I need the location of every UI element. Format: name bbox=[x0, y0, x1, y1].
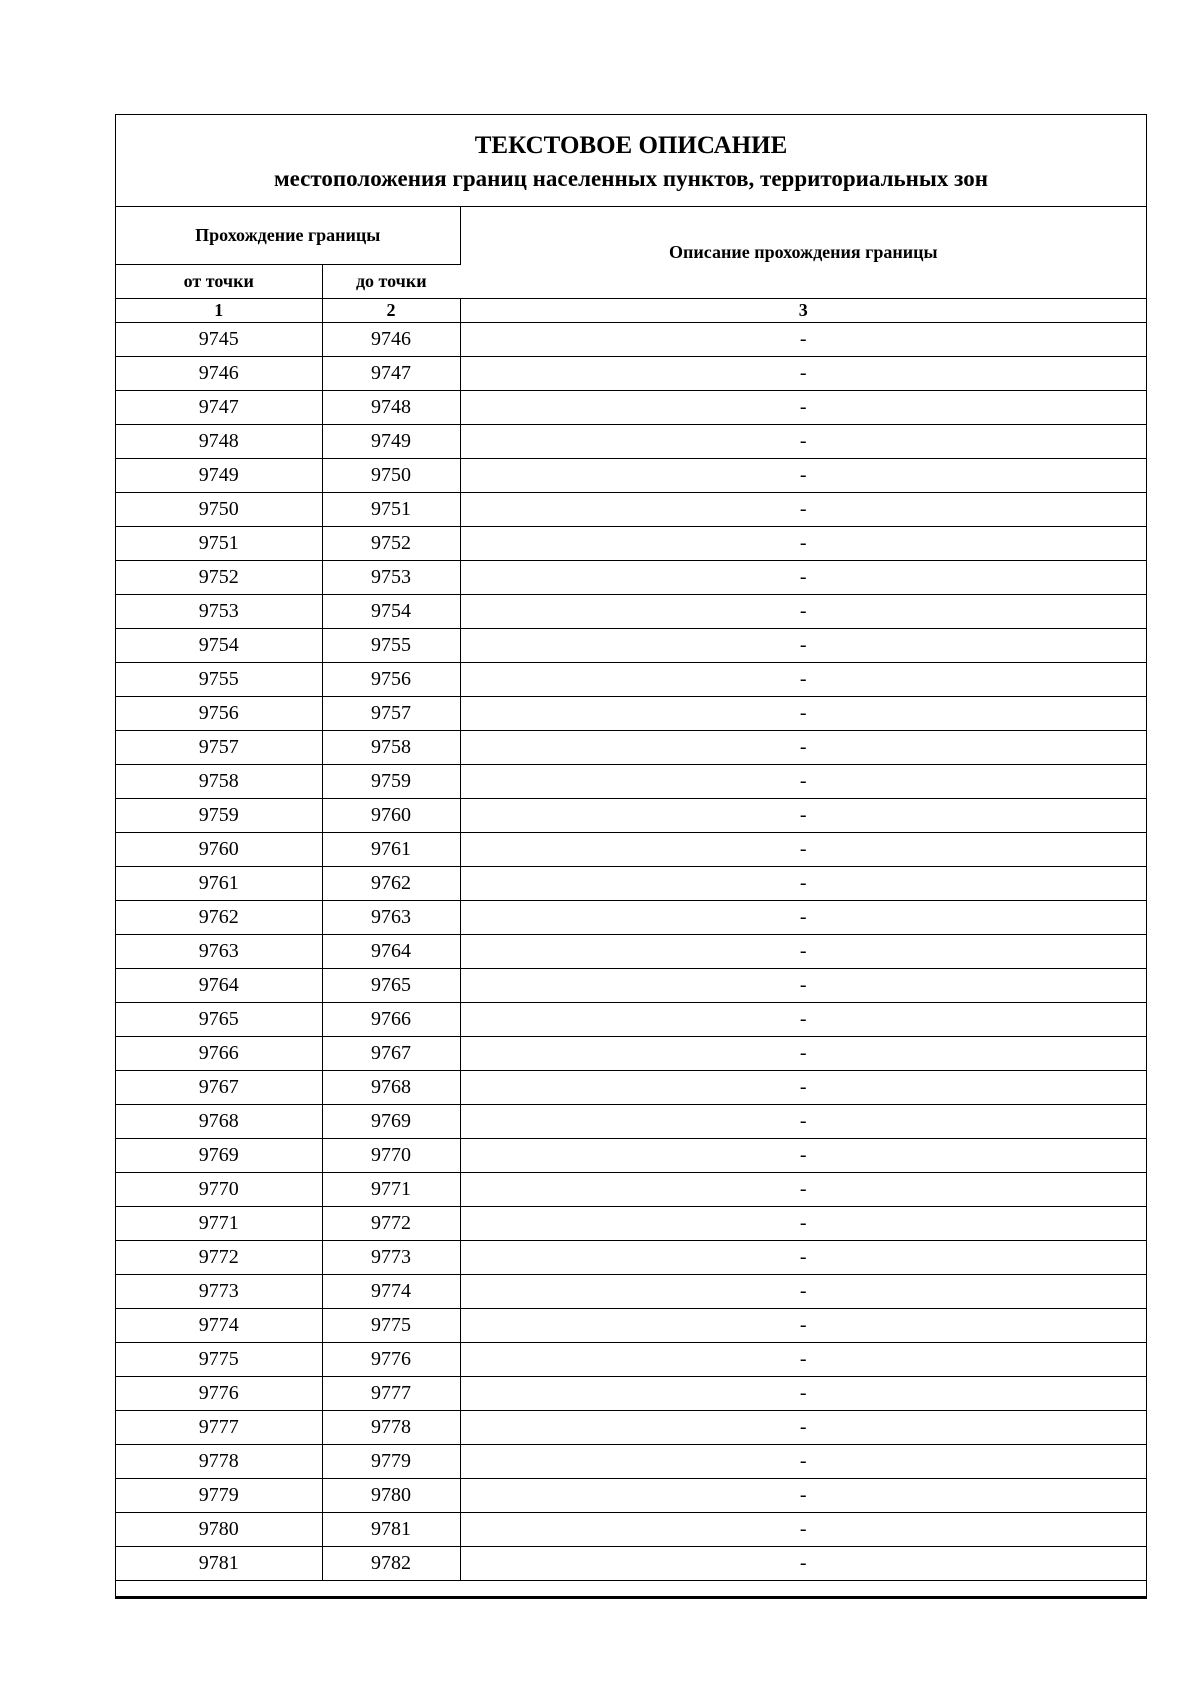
to-point-cell: 9762 bbox=[322, 867, 460, 901]
description-cell: - bbox=[460, 561, 1146, 595]
from-point-cell: 9745 bbox=[116, 323, 322, 357]
description-cell: - bbox=[460, 833, 1146, 867]
description-cell: - bbox=[460, 765, 1146, 799]
from-point-cell: 9753 bbox=[116, 595, 322, 629]
description-cell: - bbox=[460, 799, 1146, 833]
description-cell: - bbox=[460, 391, 1146, 425]
description-cell: - bbox=[460, 663, 1146, 697]
to-point-cell: 9763 bbox=[322, 901, 460, 935]
description-cell: - bbox=[460, 323, 1146, 357]
description-cell: - bbox=[460, 935, 1146, 969]
from-point-cell: 9775 bbox=[116, 1343, 322, 1377]
description-cell: - bbox=[460, 357, 1146, 391]
to-point-cell: 9764 bbox=[322, 935, 460, 969]
from-point-cell: 9758 bbox=[116, 765, 322, 799]
document-title: ТЕКСТОВОЕ ОПИСАНИЕ bbox=[474, 132, 788, 159]
table-row bbox=[116, 1377, 1146, 1411]
table-row bbox=[116, 357, 1146, 391]
table-row bbox=[116, 867, 1146, 901]
to-point-cell: 9748 bbox=[322, 391, 460, 425]
table-row bbox=[116, 1547, 1146, 1581]
from-point-cell: 9759 bbox=[116, 799, 322, 833]
to-point-cell: 9781 bbox=[322, 1513, 460, 1547]
table-row bbox=[116, 765, 1146, 799]
to-point-cell: 9746 bbox=[322, 323, 460, 357]
from-point-cell: 9776 bbox=[116, 1377, 322, 1411]
table-row bbox=[116, 527, 1146, 561]
to-point-cell: 9776 bbox=[322, 1343, 460, 1377]
table-row bbox=[116, 561, 1146, 595]
to-point-cell: 9774 bbox=[322, 1275, 460, 1309]
description-cell: - bbox=[460, 1139, 1146, 1173]
header-boundary-passage: Прохождение границы bbox=[116, 207, 460, 265]
description-cell: - bbox=[460, 1003, 1146, 1037]
table-row bbox=[116, 425, 1146, 459]
description-cell: - bbox=[460, 1445, 1146, 1479]
table-row bbox=[116, 1105, 1146, 1139]
to-point-cell: 9771 bbox=[322, 1173, 460, 1207]
to-point-cell: 9766 bbox=[322, 1003, 460, 1037]
description-cell: - bbox=[460, 901, 1146, 935]
to-point-cell: 9780 bbox=[322, 1479, 460, 1513]
table-row bbox=[116, 799, 1146, 833]
column-number-1: 1 bbox=[116, 299, 322, 323]
header-to-point: до точки bbox=[322, 265, 460, 299]
to-point-cell: 9750 bbox=[322, 459, 460, 493]
from-point-cell: 9754 bbox=[116, 629, 322, 663]
from-point-cell: 9748 bbox=[116, 425, 322, 459]
description-cell: - bbox=[460, 1343, 1146, 1377]
to-point-cell: 9756 bbox=[322, 663, 460, 697]
description-cell: - bbox=[460, 1037, 1146, 1071]
from-point-cell: 9771 bbox=[116, 1207, 322, 1241]
column-number-2: 2 bbox=[322, 299, 460, 323]
description-cell: - bbox=[460, 595, 1146, 629]
from-point-cell: 9768 bbox=[116, 1105, 322, 1139]
to-point-cell: 9778 bbox=[322, 1411, 460, 1445]
header-row-group bbox=[116, 207, 1146, 265]
description-cell: - bbox=[460, 1309, 1146, 1343]
table-row bbox=[116, 1173, 1146, 1207]
table-row bbox=[116, 1207, 1146, 1241]
header-row-numbers bbox=[116, 299, 1146, 323]
from-point-cell: 9779 bbox=[116, 1479, 322, 1513]
description-cell: - bbox=[460, 697, 1146, 731]
table-row bbox=[116, 935, 1146, 969]
description-cell: - bbox=[460, 969, 1146, 1003]
document-frame bbox=[115, 114, 1147, 1599]
from-point-cell: 9760 bbox=[116, 833, 322, 867]
description-cell: - bbox=[460, 459, 1146, 493]
from-point-cell: 9780 bbox=[116, 1513, 322, 1547]
from-point-cell: 9750 bbox=[116, 493, 322, 527]
description-cell: - bbox=[460, 1241, 1146, 1275]
to-point-cell: 9772 bbox=[322, 1207, 460, 1241]
from-point-cell: 9769 bbox=[116, 1139, 322, 1173]
description-cell: - bbox=[460, 1547, 1146, 1581]
column-number-3: 3 bbox=[460, 299, 1146, 323]
from-point-cell: 9749 bbox=[116, 459, 322, 493]
description-cell: - bbox=[460, 731, 1146, 765]
table-row bbox=[116, 1003, 1146, 1037]
from-point-cell: 9770 bbox=[116, 1173, 322, 1207]
table-row bbox=[116, 731, 1146, 765]
table-row bbox=[116, 1037, 1146, 1071]
to-point-cell: 9782 bbox=[322, 1547, 460, 1581]
header-from-point: от точки bbox=[116, 265, 322, 299]
document-title-block bbox=[116, 115, 1146, 207]
from-point-cell: 9767 bbox=[116, 1071, 322, 1105]
to-point-cell: 9751 bbox=[322, 493, 460, 527]
from-point-cell: 9755 bbox=[116, 663, 322, 697]
to-point-cell: 9769 bbox=[322, 1105, 460, 1139]
to-point-cell: 9747 bbox=[322, 357, 460, 391]
from-point-cell: 9781 bbox=[116, 1547, 322, 1581]
description-cell: - bbox=[460, 1207, 1146, 1241]
table-row bbox=[116, 595, 1146, 629]
to-point-cell: 9760 bbox=[322, 799, 460, 833]
from-point-cell: 9766 bbox=[116, 1037, 322, 1071]
to-point-cell: 9759 bbox=[322, 765, 460, 799]
table-row bbox=[116, 697, 1146, 731]
description-cell: - bbox=[460, 527, 1146, 561]
description-cell: - bbox=[460, 867, 1146, 901]
from-point-cell: 9752 bbox=[116, 561, 322, 595]
from-point-cell: 9747 bbox=[116, 391, 322, 425]
table-row bbox=[116, 1513, 1146, 1547]
from-point-cell: 9764 bbox=[116, 969, 322, 1003]
from-point-cell: 9746 bbox=[116, 357, 322, 391]
table-row bbox=[116, 1241, 1146, 1275]
table-row bbox=[116, 459, 1146, 493]
description-cell: - bbox=[460, 1105, 1146, 1139]
table-row bbox=[116, 1071, 1146, 1105]
table-row bbox=[116, 1445, 1146, 1479]
to-point-cell: 9761 bbox=[322, 833, 460, 867]
table-row bbox=[116, 1275, 1146, 1309]
table-row bbox=[116, 391, 1146, 425]
from-point-cell: 9762 bbox=[116, 901, 322, 935]
table-row bbox=[116, 1479, 1146, 1513]
from-point-cell: 9774 bbox=[116, 1309, 322, 1343]
table-row bbox=[116, 663, 1146, 697]
from-point-cell: 9761 bbox=[116, 867, 322, 901]
table-row bbox=[116, 1343, 1146, 1377]
table-row bbox=[116, 1411, 1146, 1445]
table-row bbox=[116, 629, 1146, 663]
to-point-cell: 9768 bbox=[322, 1071, 460, 1105]
to-point-cell: 9765 bbox=[322, 969, 460, 1003]
to-point-cell: 9753 bbox=[322, 561, 460, 595]
description-cell: - bbox=[460, 493, 1146, 527]
description-cell: - bbox=[460, 1513, 1146, 1547]
from-point-cell: 9773 bbox=[116, 1275, 322, 1309]
document-subtitle: местоположения границ населенных пунктов, территориальных зон bbox=[274, 166, 988, 191]
to-point-cell: 9752 bbox=[322, 527, 460, 561]
from-point-cell: 9756 bbox=[116, 697, 322, 731]
to-point-cell: 9770 bbox=[322, 1139, 460, 1173]
from-point-cell: 9778 bbox=[116, 1445, 322, 1479]
from-point-cell: 9763 bbox=[116, 935, 322, 969]
from-point-cell: 9777 bbox=[116, 1411, 322, 1445]
description-cell: - bbox=[460, 629, 1146, 663]
from-point-cell: 9772 bbox=[116, 1241, 322, 1275]
to-point-cell: 9749 bbox=[322, 425, 460, 459]
to-point-cell: 9757 bbox=[322, 697, 460, 731]
to-point-cell: 9767 bbox=[322, 1037, 460, 1071]
to-point-cell: 9779 bbox=[322, 1445, 460, 1479]
table-row bbox=[116, 1309, 1146, 1343]
header-description: Описание прохождения границы bbox=[460, 207, 1146, 299]
description-cell: - bbox=[460, 425, 1146, 459]
table-row bbox=[116, 1139, 1146, 1173]
description-cell: - bbox=[460, 1411, 1146, 1445]
to-point-cell: 9758 bbox=[322, 731, 460, 765]
from-point-cell: 9751 bbox=[116, 527, 322, 561]
boundary-table bbox=[116, 207, 1146, 1581]
description-cell: - bbox=[460, 1173, 1146, 1207]
boundary-table-body bbox=[116, 207, 1146, 1581]
description-cell: - bbox=[460, 1071, 1146, 1105]
from-point-cell: 9765 bbox=[116, 1003, 322, 1037]
to-point-cell: 9754 bbox=[322, 595, 460, 629]
description-cell: - bbox=[460, 1479, 1146, 1513]
table-row bbox=[116, 833, 1146, 867]
table-row bbox=[116, 493, 1146, 527]
to-point-cell: 9777 bbox=[322, 1377, 460, 1411]
from-point-cell: 9757 bbox=[116, 731, 322, 765]
description-cell: - bbox=[460, 1377, 1146, 1411]
to-point-cell: 9775 bbox=[322, 1309, 460, 1343]
table-row bbox=[116, 323, 1146, 357]
to-point-cell: 9773 bbox=[322, 1241, 460, 1275]
table-row bbox=[116, 901, 1146, 935]
table-row bbox=[116, 969, 1146, 1003]
to-point-cell: 9755 bbox=[322, 629, 460, 663]
description-cell: - bbox=[460, 1275, 1146, 1309]
